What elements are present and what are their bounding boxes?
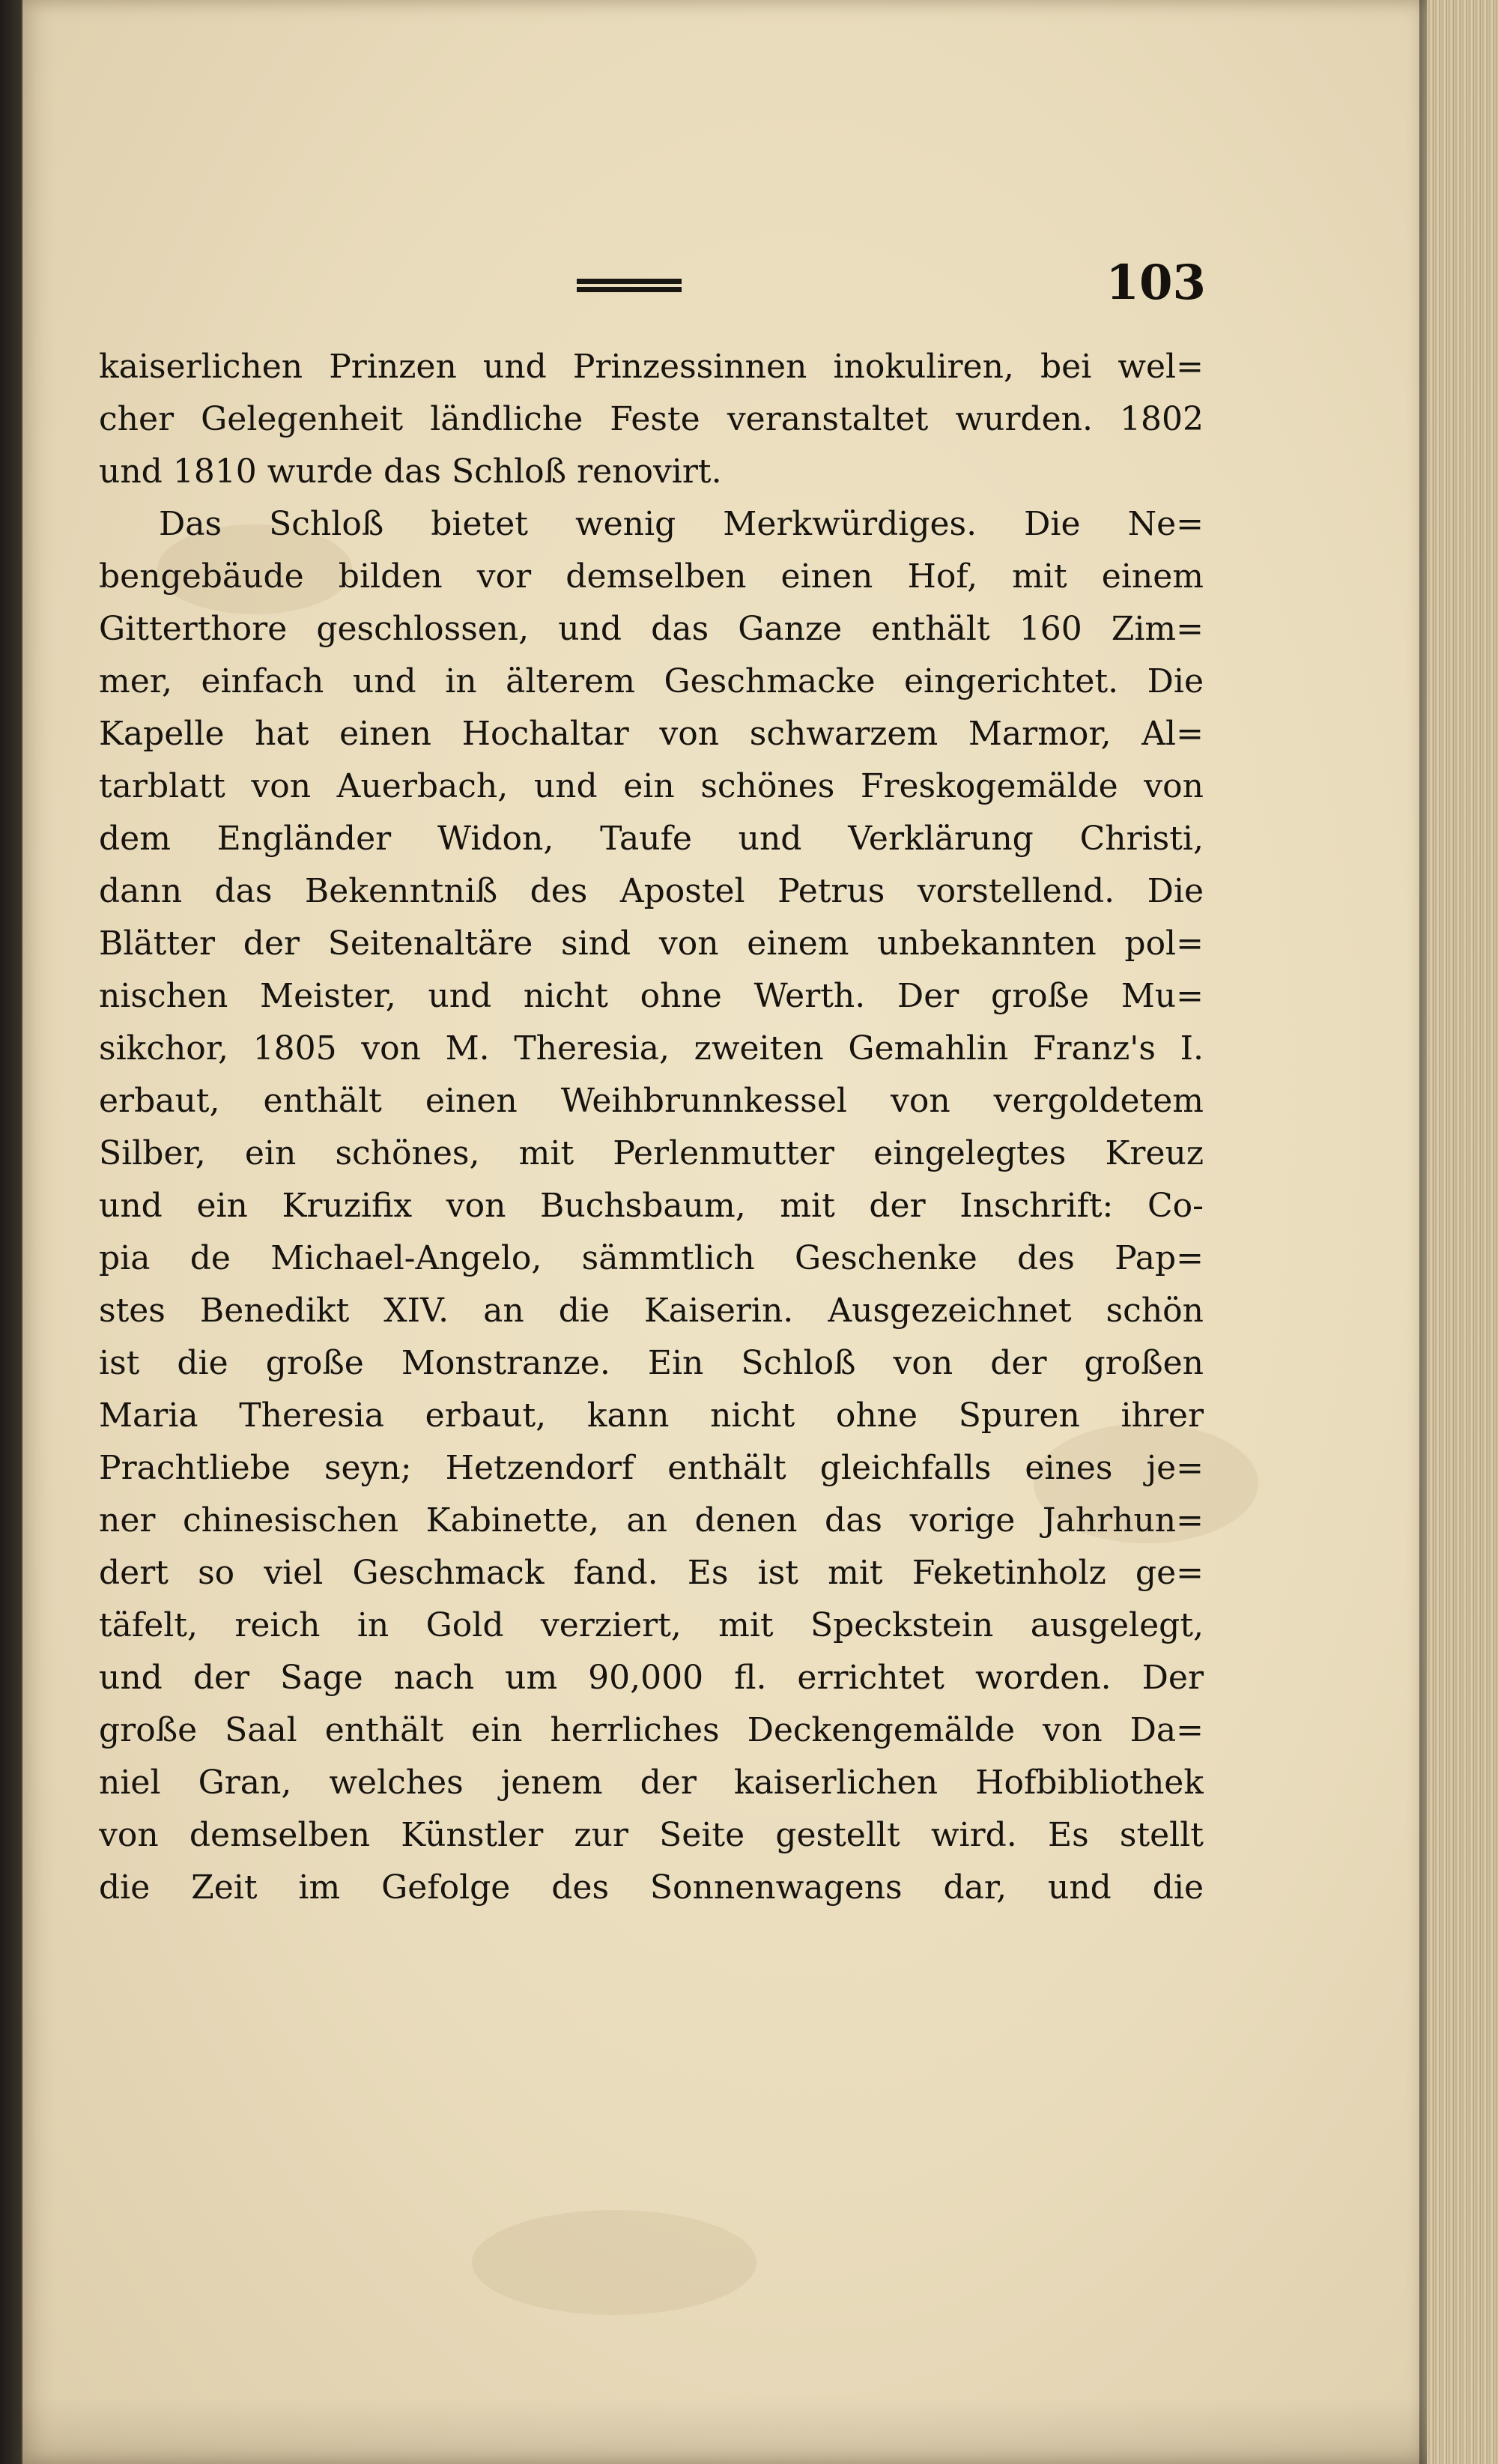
text-line: Maria Theresia erbaut, kann nicht ohne Spuren ihrer	[99, 1396, 1204, 1435]
text-line: und 1810 wurde das Schloß renovirt.	[99, 452, 722, 491]
text-line: niel Gran, welches jenem der kaiserlichen Hofbibliothek	[99, 1764, 1204, 1802]
text-line: Blätter der Seitenaltäre sind von einem unbekannten pol=	[99, 924, 1204, 963]
text-line: Gitterthore geschlossen, und das Ganze enthält 160 Zim=	[99, 610, 1204, 648]
text-line: bengebäude bilden vor demselben einen Hof, mit einem	[99, 557, 1204, 596]
text-line: pia de Michael-Angelo, sämmtlich Geschenke des Pap=	[99, 1239, 1204, 1277]
text-line: Prachtliebe seyn; Hetzendorf enthält gleichfalls eines je=	[99, 1449, 1204, 1487]
text-line: erbaut, enthält einen Weihbrunnkessel von vergoldetem	[99, 1082, 1204, 1120]
text-line: Kapelle hat einen Hochaltar von schwarzem Marmor, Al=	[99, 715, 1204, 753]
paper-stain	[472, 2210, 756, 2315]
body-text	[99, 341, 1204, 1914]
text-line: und ein Kruzifix von Buchsbaum, mit der Inschrift: Co-	[99, 1187, 1204, 1225]
text-line: täfelt, reich in Gold verziert, mit Speckstein ausgelegt,	[99, 1606, 1204, 1644]
text-line: nischen Meister, und nicht ohne Werth. Der große Mu=	[99, 977, 1204, 1015]
text-line: und der Sage nach um 90,000 fl. errichtet worden. Der	[99, 1659, 1204, 1697]
text-line: dert so viel Geschmack fand. Es ist mit Feketinholz ge=	[99, 1554, 1204, 1592]
text-line: von demselben Künstler zur Seite gestellt wird. Es stellt	[99, 1816, 1204, 1854]
page-number: 103	[1106, 255, 1206, 311]
running-head	[22, 255, 1427, 315]
text-line: kaiserlichen Prinzen und Prinzessinnen inokuliren, bei wel=	[99, 348, 1204, 386]
text-line: dem Engländer Widon, Taufe und Verklärung Christi,	[99, 820, 1204, 858]
page-shadow	[22, 2397, 1427, 2464]
text-line: tarblatt von Auerbach, und ein schönes Freskogemälde von	[99, 767, 1204, 805]
ornamental-rule	[577, 279, 682, 292]
text-line: mer, einfach und in älterem Geschmacke eingerichtet. Die	[99, 662, 1204, 700]
text-line: große Saal enthält ein herrliches Deckengemälde von Da=	[99, 1711, 1204, 1749]
text-line: ner chinesischen Kabinette, an denen das vorige Jahrhun=	[99, 1501, 1204, 1540]
text-line: dann das Bekenntniß des Apostel Petrus vorstellend. Die	[99, 872, 1204, 910]
text-line: ist die große Monstranze. Ein Schloß von der großen	[99, 1344, 1204, 1382]
book-page	[22, 0, 1427, 2464]
text-line: Das Schloß bietet wenig Merkwürdiges. Die Ne=	[159, 505, 1204, 543]
text-line: stes Benedikt XIV. an die Kaiserin. Ausgezeichnet schön	[99, 1292, 1204, 1330]
text-line: die Zeit im Gefolge des Sonnenwagens dar, und die	[99, 1868, 1204, 1907]
text-line: Silber, ein schönes, mit Perlenmutter eingelegtes Kreuz	[99, 1134, 1204, 1172]
text-line: sikchor, 1805 von M. Theresia, zweiten Gemahlin Franz's I.	[99, 1029, 1204, 1068]
text-line: cher Gelegenheit ländliche Feste veranstaltet wurden. 1802	[99, 400, 1204, 438]
book-binding	[0, 0, 21, 2464]
page-edges	[1427, 0, 1498, 2464]
